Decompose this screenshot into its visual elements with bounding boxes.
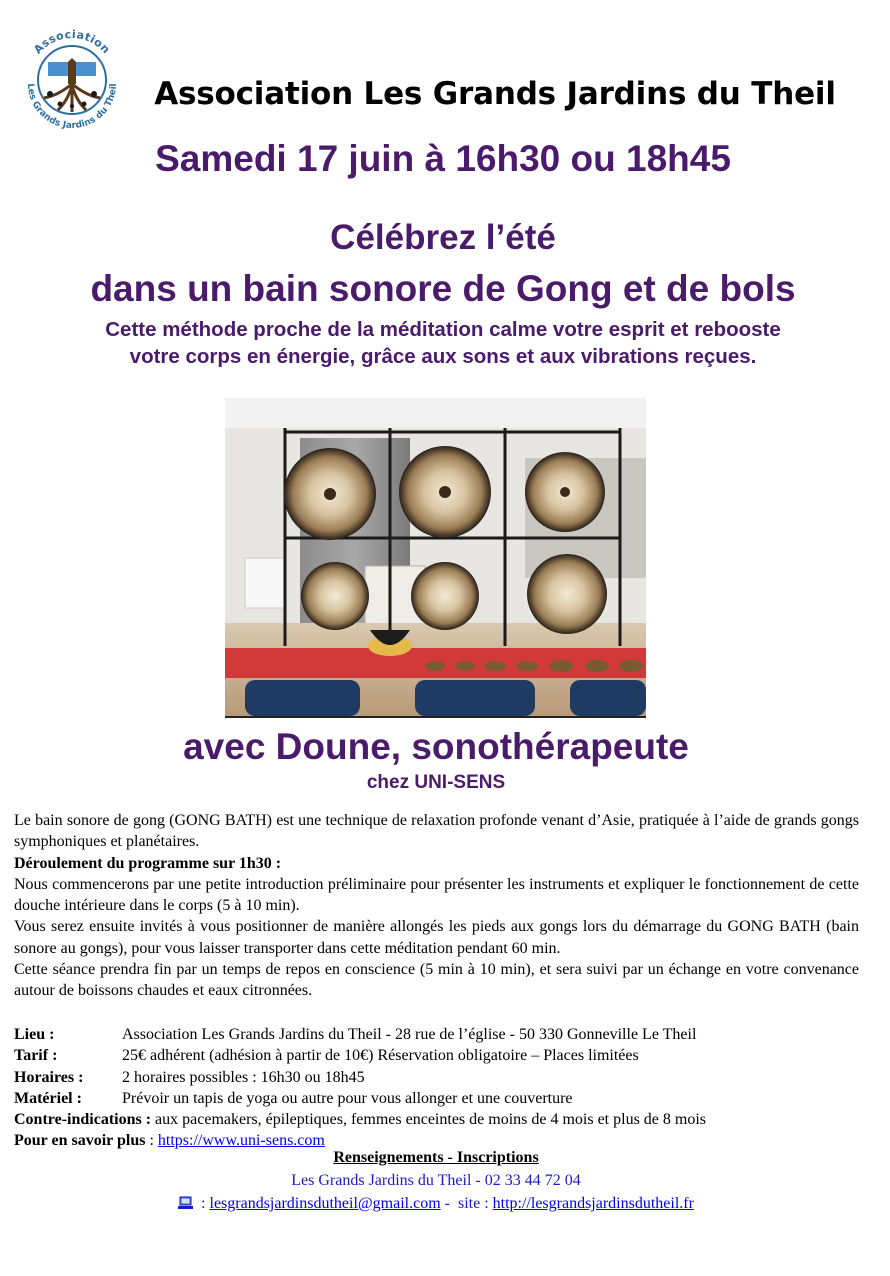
detail-label: Tarif : (14, 1047, 58, 1065)
event-subtitle (20, 316, 866, 370)
association-title: Association Les Grands Jardins du Theil (154, 76, 836, 112)
program-paragraph-2: Vous serez ensuite invités à vous positionner de manière allongés les pieds aux gongs lors du démarrage du GONG BATH (bain sonore au gongs), pour vous laisser transporter dans cette méditation pendant 60 min. (14, 918, 859, 957)
detail-label: Horaires : (14, 1068, 84, 1086)
contact-email-site (0, 1192, 872, 1215)
detail-row-horaires (14, 1067, 874, 1088)
program-paragraph-1: Nous commencerons par une petite introduction préliminaire pour présenter les instruments et expliquer le fonctionnement de cette douche intérieure dans le corps (5 à 10 min). (14, 875, 859, 915)
detail-row-lieu (14, 1024, 874, 1045)
detail-value: 2 horaires possibles : 16h30 ou 18h45 (122, 1068, 365, 1086)
email-separator: : (197, 1195, 210, 1212)
logo-ring-top-text: Association (31, 27, 113, 57)
detail-value: aux pacemakers, épileptiques, femmes enceintes de moins de 4 mois et plus de 8 mois (151, 1111, 707, 1129)
detail-row-materiel (14, 1088, 874, 1109)
subtitle-line-1: Cette méthode proche de la méditation calme votre esprit et rebooste (105, 318, 781, 341)
detail-separator: : (145, 1132, 158, 1150)
uni-sens-link[interactable]: https://www.uni-sens.com (157, 1132, 325, 1150)
detail-label: Contre-indications : (14, 1111, 152, 1129)
headline-line-1: Célébrez l’été (330, 218, 556, 257)
event-details (14, 1024, 874, 1152)
detail-value: Prévoir un tapis de yoga ou autre pour vous allonger et une couverture (122, 1089, 573, 1107)
contact-phone-separator: - (471, 1172, 485, 1189)
intro-paragraph: Le bain sonore de gong (GONG BATH) est une technique de relaxation profonde venant d’Asie, pratiquée à l’aide de grands gongs symphoniques et planétaires. (14, 812, 859, 851)
detail-label: Lieu : (14, 1026, 55, 1043)
detail-label: Matériel : (14, 1089, 82, 1107)
program-title: Déroulement du programme sur 1h30 : (14, 854, 282, 872)
photo-underline (225, 716, 646, 718)
contact-block (0, 1146, 872, 1215)
detail-value: 25€ adhérent (adhésion à partir de 10€) Réservation obligatoire – Places limitées (122, 1047, 639, 1065)
description-body (14, 810, 859, 1002)
contact-phone: 02 33 44 72 04 (484, 1172, 581, 1189)
website-link[interactable]: http://lesgrandsjardinsdutheil.fr (492, 1195, 694, 1212)
logo-ring-bottom-text: Les Grands Jardins du Theil (24, 83, 120, 132)
program-paragraph-3: Cette séance prendra fin par un temps de repos en conscience (5 min à 10 min), et sera suivi par un échange en votre convenance autour de boissons chaudes et eaux citronnées. (14, 961, 859, 1000)
gong-room-photo (225, 398, 646, 716)
contact-heading: Renseignements - Inscriptions (333, 1149, 539, 1166)
subtitle-line-2: votre corps en énergie, grâce aux sons et aux vibrations reçues. (129, 345, 757, 368)
venue-line: chez UNI-SENS (366, 772, 506, 793)
detail-value: Association Les Grands Jardins du Theil - 28 rue de l’église - 50 330 Gonneville Le Theil (122, 1026, 697, 1043)
contact-name-phone (0, 1169, 872, 1192)
email-link[interactable]: lesgrandsjardinsdutheil@gmail.com (209, 1195, 441, 1212)
speaker-line: avec Doune, sonothérapeute (183, 726, 689, 767)
computer-icon (178, 1195, 197, 1212)
contact-name: Les Grands Jardins du Theil (291, 1172, 472, 1189)
headline-line-2: dans un bain sonore de Gong et de bols (90, 268, 796, 309)
detail-row-tarif (14, 1045, 874, 1066)
detail-row-contre-indications (14, 1109, 874, 1130)
detail-label: Pour en savoir plus (14, 1132, 146, 1150)
event-date: Samedi 17 juin à 16h30 ou 18h45 (155, 138, 731, 179)
site-label: - site : (440, 1195, 493, 1212)
